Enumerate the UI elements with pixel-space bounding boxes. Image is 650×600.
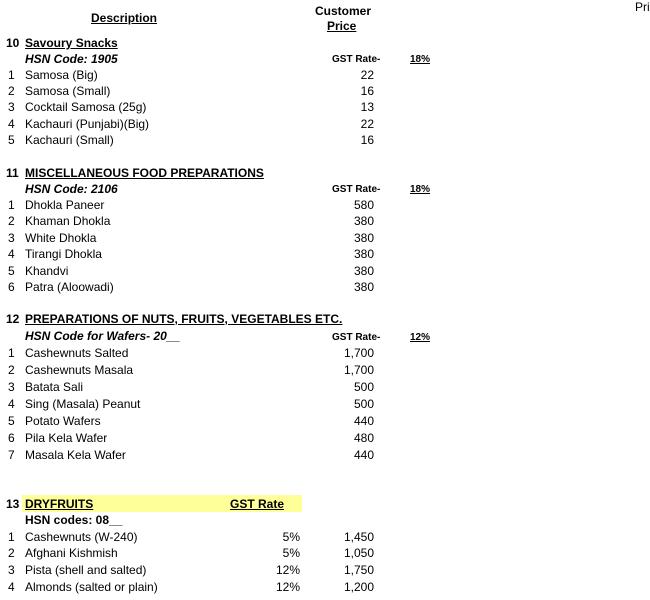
section-number: 10 xyxy=(6,36,20,50)
description-header: Description xyxy=(91,11,158,25)
gst-rate-value: 18% xyxy=(410,54,431,65)
item-price: 480 xyxy=(353,431,374,445)
item-number: 4 xyxy=(8,397,15,411)
item-name: Batata Sali xyxy=(25,380,84,394)
item-number: 3 xyxy=(8,563,15,577)
section-number: 12 xyxy=(6,312,20,326)
item-name: Cashewnuts Salted xyxy=(25,346,129,360)
gst-rate-value: 12% xyxy=(410,332,431,343)
item-name: Khandvi xyxy=(25,264,69,278)
item-name: Sing (Masala) Peanut xyxy=(25,397,141,411)
item-name: Masala Kela Wafer xyxy=(25,448,126,462)
item-price: 500 xyxy=(353,380,374,394)
item-name: Samosa (Big) xyxy=(25,68,98,82)
item-number: 1 xyxy=(8,68,15,82)
item-name: Tirangi Dhokla xyxy=(25,247,102,261)
item-name: Kachauri (Small) xyxy=(25,133,114,147)
item-price: 500 xyxy=(353,397,374,411)
item-number: 1 xyxy=(8,530,15,544)
item-number: 5 xyxy=(8,264,15,278)
item-price: 380 xyxy=(353,247,374,261)
item-price: 22 xyxy=(360,68,374,82)
item-price: 440 xyxy=(353,448,374,462)
customer-price-header-line2: Price xyxy=(327,19,357,33)
hsn-code: HSN Code for Wafers- 20__ xyxy=(25,329,181,343)
item-number: 2 xyxy=(8,546,15,560)
item-number: 3 xyxy=(8,380,15,394)
item-number: 5 xyxy=(8,414,15,428)
item-number: 2 xyxy=(8,84,15,98)
gst-rate-column-header: GST Rate xyxy=(230,497,285,511)
gst-rate-label: GST Rate- xyxy=(332,184,381,195)
item-price: 13 xyxy=(360,100,374,114)
section-number: 13 xyxy=(6,497,20,511)
item-price: 22 xyxy=(360,117,374,131)
item-gst-rate: 5% xyxy=(282,546,300,560)
item-price: 1,050 xyxy=(343,546,374,560)
cut-off-column-text: Pri xyxy=(635,0,650,14)
item-number: 3 xyxy=(8,100,15,114)
item-number: 1 xyxy=(8,198,15,212)
section-title: Savoury Snacks xyxy=(25,36,118,50)
item-name: Kachauri (Punjabi)(Big) xyxy=(25,117,150,131)
item-number: 5 xyxy=(8,133,15,147)
section-number: 11 xyxy=(6,166,19,180)
section-title: PREPARATIONS OF NUTS, FRUITS, VEGETABLES ETC. xyxy=(25,312,343,326)
item-number: 7 xyxy=(8,448,15,462)
item-number: 3 xyxy=(8,231,15,245)
item-gst-rate: 5% xyxy=(282,530,300,544)
section-title: DRYFRUITS xyxy=(25,497,94,511)
item-gst-rate: 12% xyxy=(275,580,300,594)
item-price: 380 xyxy=(353,231,374,245)
item-name: Afghani Kishmish xyxy=(25,546,118,560)
item-price: 580 xyxy=(353,198,374,212)
item-number: 4 xyxy=(8,117,15,131)
item-name: Khaman Dhokla xyxy=(25,214,111,228)
item-number: 2 xyxy=(8,214,15,228)
hsn-code: HSN Code: 2106 xyxy=(25,182,118,196)
item-name: Potato Wafers xyxy=(25,414,101,428)
item-price: 1,700 xyxy=(343,363,374,377)
item-number: 1 xyxy=(8,346,15,360)
item-number: 6 xyxy=(8,431,15,445)
item-name: Samosa (Small) xyxy=(25,84,111,98)
item-price: 380 xyxy=(353,214,374,228)
item-number: 4 xyxy=(8,580,15,594)
gst-rate-label: GST Rate- xyxy=(332,332,381,343)
gst-rate-value: 18% xyxy=(410,184,431,195)
item-price: 380 xyxy=(353,280,374,294)
gst-rate-label: GST Rate- xyxy=(332,54,381,65)
section-title: MISCELLANEOUS FOOD PREPARATIONS xyxy=(25,166,264,180)
hsn-code: HSN Code: 1905 xyxy=(25,52,118,66)
item-gst-rate: 12% xyxy=(275,563,300,577)
item-name: Dhokla Paneer xyxy=(25,198,105,212)
item-price: 380 xyxy=(353,264,374,278)
item-number: 6 xyxy=(8,280,15,294)
item-name: Patra (Aloowadi) xyxy=(25,280,114,294)
item-name: Cashewnuts (W-240) xyxy=(25,530,138,544)
item-price: 1,200 xyxy=(343,580,374,594)
item-price: 1,750 xyxy=(343,563,374,577)
item-name: White Dhokla xyxy=(25,231,97,245)
item-name: Cocktail Samosa (25g) xyxy=(25,100,147,114)
hsn-code: HSN codes: 08__ xyxy=(25,513,123,527)
item-name: Pila Kela Wafer xyxy=(25,431,108,445)
item-number: 4 xyxy=(8,247,15,261)
item-price: 16 xyxy=(360,84,374,98)
item-price: 1,700 xyxy=(343,346,374,360)
item-name: Cashewnuts Masala xyxy=(25,363,134,377)
item-number: 2 xyxy=(8,363,15,377)
item-name: Almonds (salted or plain) xyxy=(25,580,158,594)
customer-price-header-line1: Customer xyxy=(315,4,372,18)
item-name: Pista (shell and salted) xyxy=(25,563,147,577)
item-price: 1,450 xyxy=(343,530,374,544)
item-price: 16 xyxy=(360,133,374,147)
item-price: 440 xyxy=(353,414,374,428)
